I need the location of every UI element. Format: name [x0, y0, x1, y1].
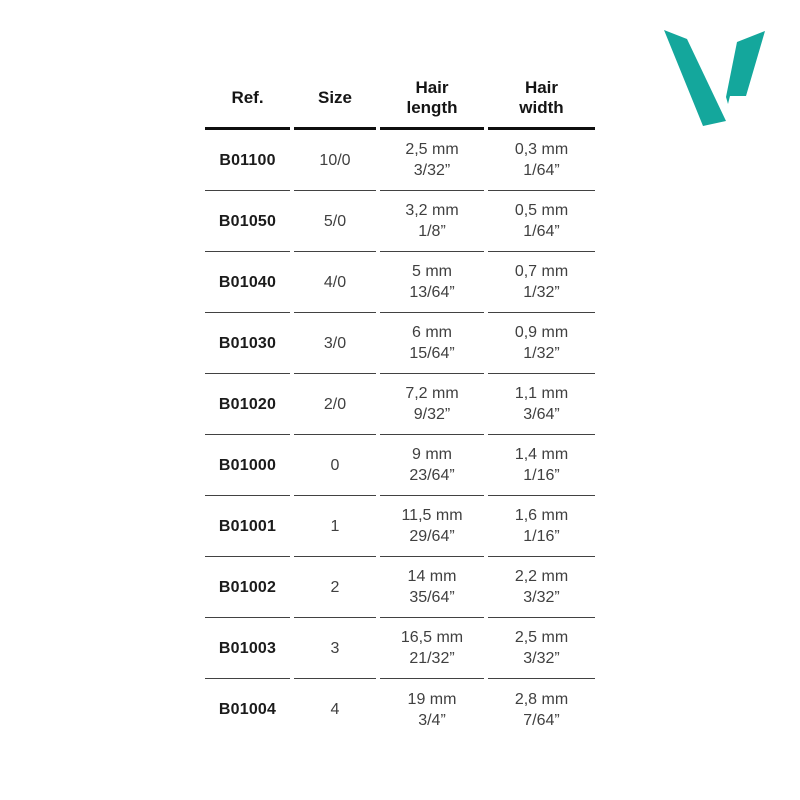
column-header-size — [294, 69, 376, 130]
cell-hair-width-text: 1/64” — [523, 223, 560, 240]
cell-hair-width — [488, 191, 595, 252]
cell-hair-width-text: 3/32” — [523, 650, 560, 667]
cell-hair-width — [488, 130, 595, 191]
cell-size-text: 5/0 — [323, 212, 347, 230]
cell-size-text: 2 — [330, 578, 340, 596]
cell-hair-width — [488, 679, 595, 740]
cell-hair-length-text: 2,5 mm — [405, 141, 459, 158]
cell-ref-text: B01040 — [218, 273, 277, 291]
cell-hair-length — [380, 496, 484, 557]
cell-hair-length — [380, 313, 484, 374]
size-spec-table — [205, 69, 595, 740]
column-header-ref — [205, 69, 290, 130]
cell-ref — [205, 252, 290, 313]
cell-hair-width-text: 7/64” — [523, 711, 560, 729]
cell-ref — [205, 130, 290, 191]
cell-hair-width-text: 2,2 mm — [514, 568, 569, 585]
cell-hair-width — [488, 618, 595, 679]
cell-ref-text: B01000 — [218, 456, 277, 474]
cell-size — [294, 252, 376, 313]
cell-hair-width-text: 0,9 mm — [514, 324, 569, 341]
cell-hair-length-text: 3/4” — [418, 711, 446, 729]
cell-size — [294, 557, 376, 618]
cell-hair-length-text: 16,5 mm — [400, 629, 464, 646]
cell-hair-length-text: 3/32” — [413, 162, 451, 179]
cell-size — [294, 496, 376, 557]
cell-size-text: 0 — [330, 456, 340, 474]
cell-hair-length — [380, 618, 484, 679]
cell-hair-width-text: 1/16” — [523, 467, 560, 484]
cell-hair-width — [488, 313, 595, 374]
cell-hair-width-text: 1/32” — [523, 345, 560, 362]
cell-hair-length — [380, 130, 484, 191]
cell-ref — [205, 496, 290, 557]
cell-ref-text: B01050 — [218, 212, 277, 230]
cell-ref-text: B01002 — [218, 578, 277, 596]
cell-hair-length-text: 15/64” — [409, 345, 455, 362]
cell-ref-text: B01003 — [218, 639, 277, 657]
cell-ref-text: B01030 — [218, 334, 277, 352]
cell-ref — [205, 435, 290, 496]
cell-size — [294, 618, 376, 679]
cell-hair-length-text: 13/64” — [409, 284, 455, 301]
column-header-width — [488, 69, 595, 130]
column-header-length-text: length — [406, 98, 458, 117]
column-header-length-text: Hair — [415, 78, 449, 97]
cell-hair-width — [488, 435, 595, 496]
cell-ref-text: B01004 — [218, 701, 277, 718]
cell-size — [294, 313, 376, 374]
cell-hair-width-text: 1,4 mm — [514, 446, 569, 463]
cell-hair-width — [488, 374, 595, 435]
cell-hair-length — [380, 252, 484, 313]
cell-hair-width-text: 1,1 mm — [514, 385, 569, 402]
column-header-size-text: Size — [317, 88, 353, 107]
cell-hair-width — [488, 496, 595, 557]
cell-hair-length-text: 7,2 mm — [405, 385, 459, 402]
cell-hair-length — [380, 557, 484, 618]
cell-hair-width-text: 2,5 mm — [514, 629, 569, 646]
cell-hair-width-text: 3/64” — [523, 406, 560, 423]
column-header-ref-text: Ref. — [231, 88, 264, 107]
cell-ref-text: B01020 — [218, 395, 277, 413]
cell-hair-length — [380, 435, 484, 496]
cell-ref-text: B01100 — [219, 151, 276, 169]
cell-hair-length-text: 23/64” — [409, 467, 455, 484]
cell-size-text: 4/0 — [323, 273, 347, 291]
cell-hair-width — [488, 252, 595, 313]
column-header-width-text: Hair — [524, 78, 559, 97]
cell-hair-length-text: 11,5 mm — [401, 507, 463, 524]
cell-size-text: 4 — [330, 701, 340, 718]
cell-hair-length-text: 35/64” — [409, 589, 455, 606]
cell-ref-text: B01001 — [218, 517, 277, 535]
cell-hair-width-text: 1/32” — [523, 284, 560, 301]
cell-hair-length-text: 9 mm — [412, 446, 452, 463]
cell-hair-width-text: 0,7 mm — [514, 263, 569, 280]
cell-hair-length-text: 9/32” — [413, 406, 451, 423]
cell-size-text: 3/0 — [323, 334, 347, 352]
v-logo-right-arm — [726, 31, 765, 104]
cell-ref — [205, 191, 290, 252]
cell-ref — [205, 374, 290, 435]
cell-ref — [205, 557, 290, 618]
cell-hair-length — [380, 191, 484, 252]
cell-hair-width-text: 0,3 mm — [514, 141, 569, 158]
cell-size — [294, 435, 376, 496]
cell-ref — [205, 679, 290, 740]
cell-size-text: 2/0 — [323, 395, 347, 413]
v-logo-icon — [655, 20, 775, 140]
cell-hair-width-text: 1/64” — [523, 162, 560, 179]
cell-hair-width — [488, 557, 595, 618]
cell-hair-length-text: 1/8” — [418, 223, 446, 240]
cell-hair-length-text: 14 mm — [407, 568, 457, 585]
cell-size — [294, 374, 376, 435]
cell-hair-width-text: 3/32” — [523, 589, 560, 606]
cell-size — [294, 191, 376, 252]
cell-hair-length-text: 6 mm — [412, 324, 452, 341]
cell-hair-length-text: 19 mm — [407, 690, 457, 708]
cell-hair-width-text: 2,8 mm — [514, 690, 569, 708]
cell-hair-width-text: 1,6 mm — [514, 507, 569, 524]
cell-hair-width-text: 1/16” — [523, 528, 560, 545]
column-header-length — [380, 69, 484, 130]
v-logo-left-arm — [664, 30, 726, 126]
cell-hair-length-text: 5 mm — [412, 263, 452, 280]
cell-size-text: 10/0 — [319, 151, 351, 169]
cell-ref — [205, 618, 290, 679]
cell-size-text: 1 — [330, 517, 340, 535]
cell-hair-length-text: 29/64” — [409, 528, 455, 545]
cell-hair-length — [380, 374, 484, 435]
cell-size — [294, 130, 376, 191]
cell-ref — [205, 313, 290, 374]
cell-size-text: 3 — [330, 639, 340, 657]
cell-hair-length-text: 21/32” — [409, 650, 455, 667]
cell-size — [294, 679, 376, 740]
column-header-width-text: width — [519, 98, 564, 117]
cell-hair-length-text: 3,2 mm — [405, 202, 459, 219]
cell-hair-length — [380, 679, 484, 740]
cell-hair-width-text: 0,5 mm — [514, 202, 569, 219]
